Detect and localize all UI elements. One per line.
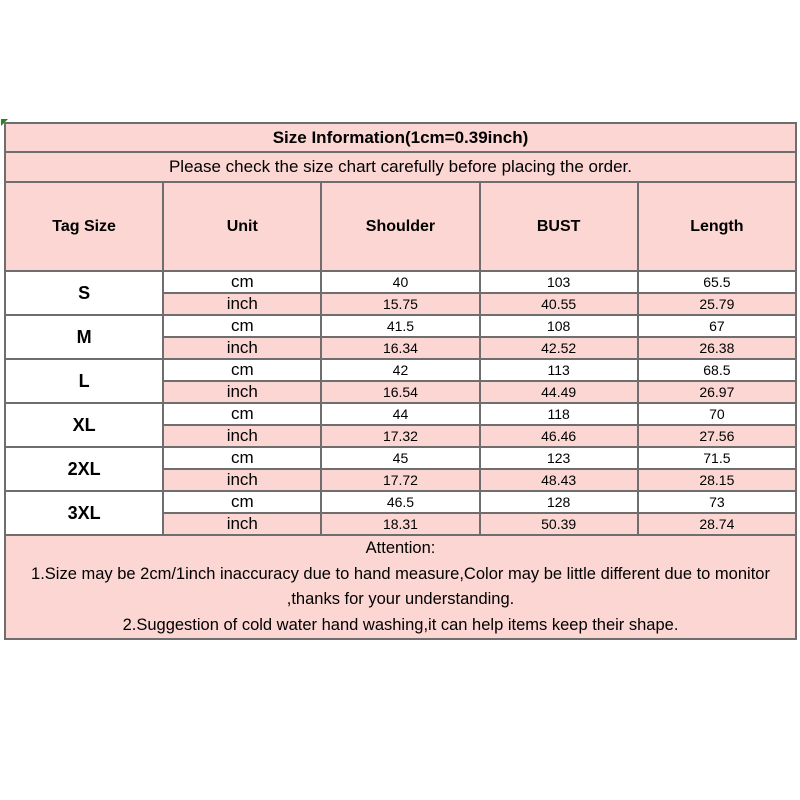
size-label-m: M	[5, 315, 163, 359]
unit-cm: cm	[163, 359, 321, 381]
cell-s-inch-length: 25.79	[638, 293, 796, 315]
subtitle-row	[5, 152, 796, 182]
cell-m-inch-bust: 42.52	[480, 337, 638, 359]
unit-inch: inch	[163, 293, 321, 315]
col-header-tag-size: Tag Size	[5, 182, 163, 271]
attention-line-3: 2.Suggestion of cold water hand washing,it can help items keep their shape.	[122, 615, 679, 634]
cell-2xl-cm-length: 71.5	[638, 447, 796, 469]
table-title: Size Information(1cm=0.39inch)	[5, 123, 796, 152]
cell-2xl-inch-shoulder: 17.72	[321, 469, 479, 491]
cell-2xl-cm-shoulder: 45	[321, 447, 479, 469]
unit-inch: inch	[163, 425, 321, 447]
unit-inch: inch	[163, 381, 321, 403]
row-l-cm	[5, 359, 796, 381]
cell-s-cm-bust: 103	[480, 271, 638, 293]
cell-3xl-inch-bust: 50.39	[480, 513, 638, 535]
unit-cm: cm	[163, 315, 321, 337]
unit-cm: cm	[163, 447, 321, 469]
cell-l-inch-bust: 44.49	[480, 381, 638, 403]
size-label-xl: XL	[5, 403, 163, 447]
cell-m-inch-shoulder: 16.34	[321, 337, 479, 359]
cell-m-cm-shoulder: 41.5	[321, 315, 479, 337]
cell-2xl-inch-bust: 48.43	[480, 469, 638, 491]
row-2xl-cm	[5, 447, 796, 469]
cell-xl-inch-length: 27.56	[638, 425, 796, 447]
col-header-bust: BUST	[480, 182, 638, 271]
attention-note	[5, 535, 796, 639]
cell-2xl-cm-bust: 123	[480, 447, 638, 469]
unit-inch: inch	[163, 513, 321, 535]
col-header-shoulder: Shoulder	[321, 182, 479, 271]
cell-l-cm-length: 68.5	[638, 359, 796, 381]
cell-m-inch-length: 26.38	[638, 337, 796, 359]
cell-l-cm-bust: 113	[480, 359, 638, 381]
row-3xl-cm	[5, 491, 796, 513]
cell-l-cm-shoulder: 42	[321, 359, 479, 381]
cell-l-inch-shoulder: 16.54	[321, 381, 479, 403]
cell-xl-inch-shoulder: 17.32	[321, 425, 479, 447]
cell-m-cm-bust: 108	[480, 315, 638, 337]
cell-xl-inch-bust: 46.46	[480, 425, 638, 447]
attention-line-1: 1.Size may be 2cm/1inch inaccuracy due to hand measure,Color may be little different due to monitor	[31, 564, 770, 583]
row-m-cm	[5, 315, 796, 337]
cell-2xl-inch-length: 28.15	[638, 469, 796, 491]
cell-s-inch-shoulder: 15.75	[321, 293, 479, 315]
unit-cm: cm	[163, 491, 321, 513]
size-label-s: S	[5, 271, 163, 315]
header-row	[5, 182, 796, 271]
cell-xl-cm-bust: 118	[480, 403, 638, 425]
cell-3xl-inch-length: 28.74	[638, 513, 796, 535]
cell-3xl-cm-length: 73	[638, 491, 796, 513]
attention-line-2: ,thanks for your understanding.	[286, 590, 515, 608]
row-xl-cm	[5, 403, 796, 425]
title-row	[5, 123, 796, 152]
attention-heading: Attention:	[365, 539, 436, 557]
unit-inch: inch	[163, 469, 321, 491]
unit-inch: inch	[163, 337, 321, 359]
col-header-unit: Unit	[163, 182, 321, 271]
unit-cm: cm	[163, 271, 321, 293]
size-label-3xl: 3XL	[5, 491, 163, 535]
cell-s-inch-bust: 40.55	[480, 293, 638, 315]
size-chart-sheet	[4, 122, 797, 640]
size-label-2xl: 2XL	[5, 447, 163, 491]
size-table	[4, 122, 797, 640]
size-label-l: L	[5, 359, 163, 403]
col-header-length: Length	[638, 182, 796, 271]
cell-xl-cm-shoulder: 44	[321, 403, 479, 425]
table-subtitle: Please check the size chart carefully before placing the order.	[5, 152, 796, 182]
unit-cm: cm	[163, 403, 321, 425]
cell-xl-cm-length: 70	[638, 403, 796, 425]
cell-s-cm-shoulder: 40	[321, 271, 479, 293]
attention-row	[5, 535, 796, 639]
row-s-cm	[5, 271, 796, 293]
cell-l-inch-length: 26.97	[638, 381, 796, 403]
cell-s-cm-length: 65.5	[638, 271, 796, 293]
cell-m-cm-length: 67	[638, 315, 796, 337]
cell-3xl-cm-shoulder: 46.5	[321, 491, 479, 513]
cell-3xl-cm-bust: 128	[480, 491, 638, 513]
cell-3xl-inch-shoulder: 18.31	[321, 513, 479, 535]
